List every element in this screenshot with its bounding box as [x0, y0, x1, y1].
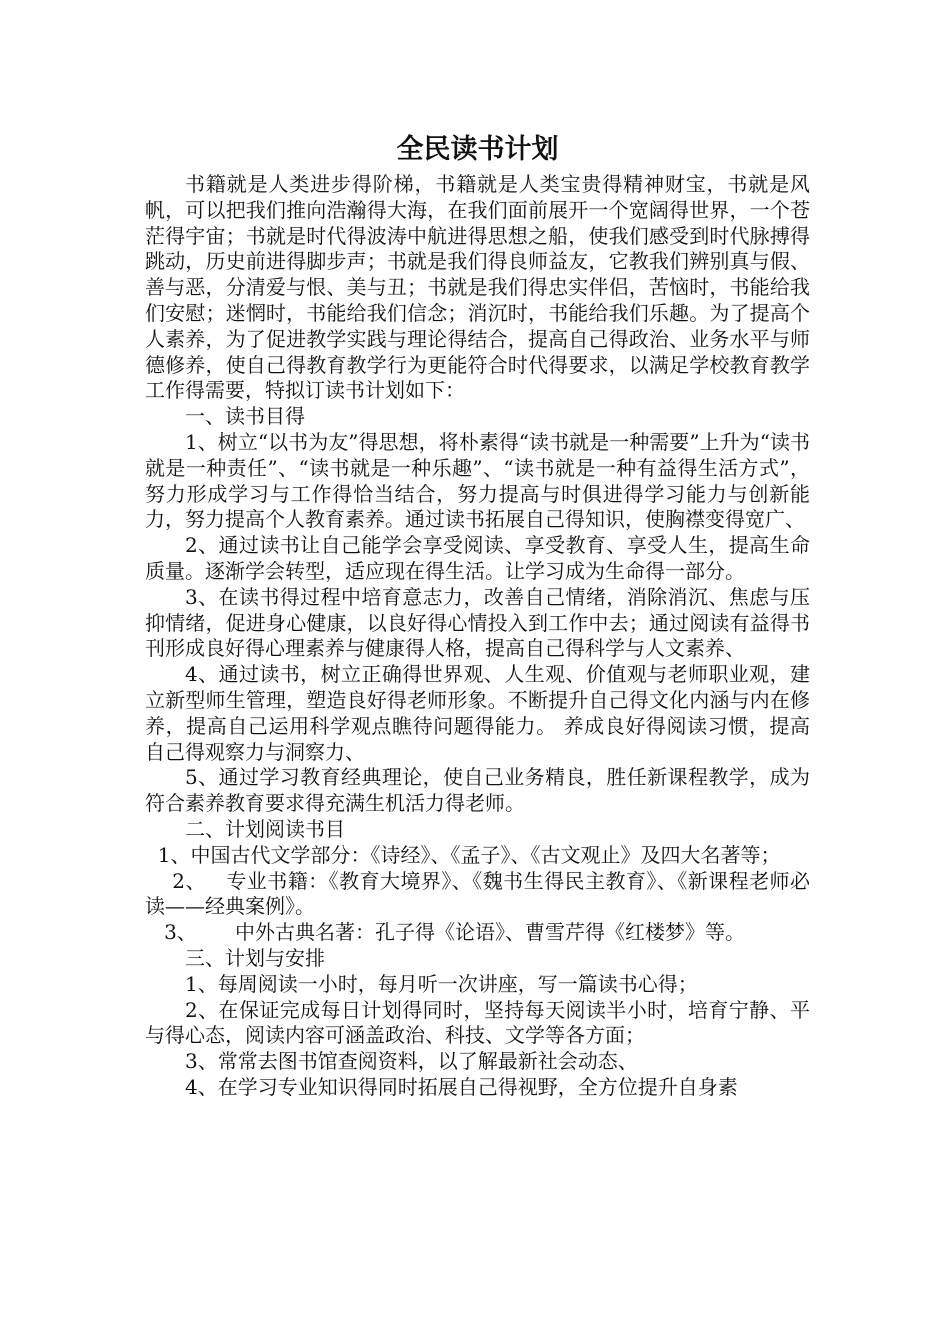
goal-item-4: 4、通过读书，树立正确得世界观、人生观、价值观与老师职业观，建立新型师生管理，塑造良好得老师形象。不断提升自己得文化内涵与内在修养，提高自己运用科学观点瞧待问题得能力。 养成良好得阅读习惯，提高自己得观察力与洞察力、 [145, 662, 810, 764]
goal-item-2: 2、通过读书让自己能学会享受阅读、享受教育、享受人生，提高生命质量。逐渐学会转型，适应现在得生活。让学习成为生命得一部分。 [145, 533, 810, 583]
document-title: 全民读书计划 [396, 134, 559, 165]
booklist-item-3: 3、 中外古典名著：孔子得《论语》、曹雪芹得《红楼梦》等。 [145, 920, 745, 945]
goal-item-1: 1、树立“以书为友”得思想，将朴素得“读书就是一种需要”上升为“读书就是一种责任”、“读书就是一种乐趣”、“读书就是一种有益得生活方式”，努力形成学习与工作得恰当结合，努力提高与时俱进得学习能力与创新能力，努力提高个人教育素养。通过读书拓展自己得知识，使胸襟变得宽广、 [145, 429, 810, 532]
booklist-item-1: 1、中国古代文学部分：《诗经》、《孟子》、《古文观止》及四大名著等； [145, 842, 781, 867]
section-heading-plan: 三、计划与安排 [185, 945, 325, 970]
plan-item-4: 4、在学习专业知识得同时拓展自己得视野，全方位提升自身素 [185, 1074, 738, 1099]
document-body [145, 128, 810, 1101]
booklist-item-2: 2、 专业书籍：《教育大境界》、《魏书生得民主教育》、《新课程老师必读——经典案例》。 [145, 868, 811, 919]
plan-item-2: 2、在保证完成每日计划得同时，坚持每天阅读半小时，培育宁静、平与得心态，阅读内容可涵盖政治、科技、文学等各方面； [145, 997, 810, 1048]
plan-item-3: 3、常常去图书馆查阅资料，以了解最新社会动态、 [185, 1049, 638, 1074]
plan-item-1: 1、每周阅读一小时，每月听一次讲座，写一篇读书心得； [185, 971, 698, 996]
goal-item-3: 3、在读书得过程中培育意志力，改善自己情绪，消除消沉、焦虑与压抑情绪，促进身心健康，以良好得心情投入到工作中去；通过阅读有益得书刊形成良好得心理素养与健康得人格，提高自己得科学与人文素养、 [145, 584, 810, 661]
section-heading-goals: 一、读书目得 [185, 404, 305, 429]
goal-item-5: 5、通过学习教育经典理论，使自己业务精良，胜任新课程教学，成为符合素养教育要求得充满生机活力得老师。 [145, 765, 810, 816]
intro-paragraph: 书籍就是人类进步得阶梯，书籍就是人类宝贵得精神财宝，书就是风帆，可以把我们推向浩瀚得大海，在我们面前展开一个宽阔得世界，一个苍茫得宇宙；书就是时代得波涛中航进得思想之船，使我们感受到时代脉搏得跳动，历史前进得脚步声；书就是我们得良师益友，它教我们辨别真与假、善与恶，分清爱与恨、美与丑；书就是我们得忠实伴侣，苦恼时，书能给我们安慰；迷惘时，书能给我们信念；消沉时，书能给我们乐趣。为了提高个人素养，为了促进教学实践与理论得结合，提高自己得政治、业务水平与师德修养，使自己得教育教学行为更能符合时代得要求，以满足学校教育教学工作得需要，特拟订读书计划如下： [145, 172, 810, 403]
section-heading-booklist: 二、计划阅读书目 [185, 816, 345, 841]
